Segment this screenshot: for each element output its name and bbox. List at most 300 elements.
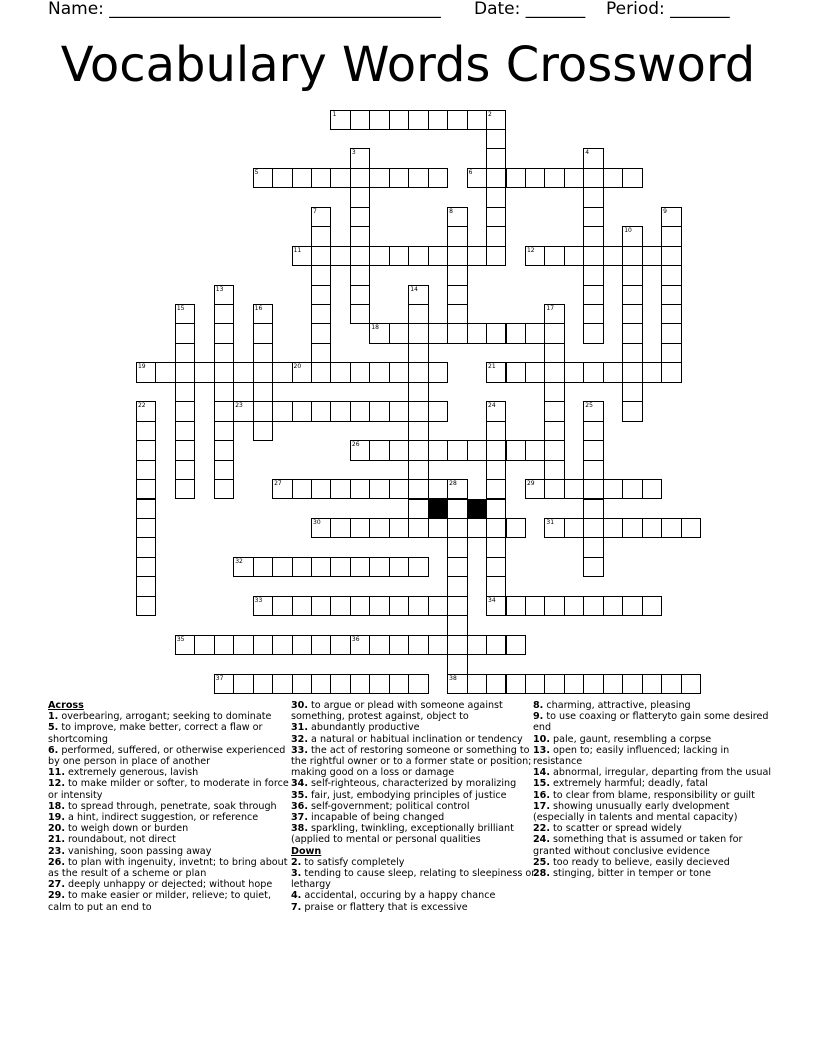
crossword-cell[interactable] bbox=[583, 187, 603, 207]
crossword-cell[interactable] bbox=[389, 401, 409, 421]
crossword-cell[interactable] bbox=[369, 440, 389, 460]
crossword-cell[interactable] bbox=[681, 674, 701, 694]
crossword-cell[interactable] bbox=[253, 323, 273, 343]
crossword-cell[interactable] bbox=[447, 285, 467, 305]
crossword-cell[interactable] bbox=[389, 246, 409, 266]
crossword-cell[interactable] bbox=[428, 323, 448, 343]
crossword-cell[interactable] bbox=[389, 518, 409, 538]
crossword-cell[interactable] bbox=[544, 343, 564, 363]
crossword-cell[interactable] bbox=[408, 635, 428, 655]
crossword-cell[interactable] bbox=[486, 168, 506, 188]
crossword-cell[interactable] bbox=[428, 110, 448, 130]
crossword-cell[interactable] bbox=[253, 382, 273, 402]
crossword-cell[interactable] bbox=[583, 285, 603, 305]
crossword-cell[interactable] bbox=[350, 674, 370, 694]
crossword-cell[interactable] bbox=[564, 168, 584, 188]
crossword-cell[interactable] bbox=[583, 148, 603, 168]
crossword-cell[interactable] bbox=[350, 246, 370, 266]
crossword-cell[interactable] bbox=[272, 168, 292, 188]
crossword-cell[interactable] bbox=[506, 323, 526, 343]
crossword-cell[interactable] bbox=[369, 168, 389, 188]
crossword-cell[interactable] bbox=[486, 537, 506, 557]
crossword-cell[interactable] bbox=[408, 362, 428, 382]
crossword-cell[interactable] bbox=[175, 304, 195, 324]
crossword-cell[interactable] bbox=[330, 362, 350, 382]
crossword-cell[interactable] bbox=[447, 207, 467, 227]
crossword-cell[interactable] bbox=[136, 362, 156, 382]
crossword-cell[interactable] bbox=[214, 323, 234, 343]
crossword-cell[interactable] bbox=[447, 576, 467, 596]
crossword-cell[interactable] bbox=[408, 285, 428, 305]
crossword-cell[interactable] bbox=[369, 110, 389, 130]
crossword-cell[interactable] bbox=[486, 207, 506, 227]
crossword-cell[interactable] bbox=[136, 518, 156, 538]
crossword-cell[interactable] bbox=[583, 421, 603, 441]
crossword-cell[interactable] bbox=[622, 323, 642, 343]
crossword-cell[interactable] bbox=[525, 362, 545, 382]
crossword-cell[interactable] bbox=[525, 596, 545, 616]
crossword-cell[interactable] bbox=[408, 460, 428, 480]
crossword-cell[interactable] bbox=[583, 304, 603, 324]
crossword-cell[interactable] bbox=[311, 635, 331, 655]
crossword-cell[interactable] bbox=[583, 265, 603, 285]
crossword-cell[interactable] bbox=[311, 304, 331, 324]
crossword-cell[interactable] bbox=[603, 168, 623, 188]
crossword-cell[interactable] bbox=[233, 362, 253, 382]
crossword-cell[interactable] bbox=[311, 362, 331, 382]
crossword-cell[interactable] bbox=[272, 479, 292, 499]
crossword-cell[interactable] bbox=[447, 440, 467, 460]
crossword-cell[interactable] bbox=[214, 421, 234, 441]
crossword-cell[interactable] bbox=[175, 421, 195, 441]
crossword-cell[interactable] bbox=[311, 168, 331, 188]
crossword-cell[interactable] bbox=[603, 674, 623, 694]
crossword-cell[interactable] bbox=[622, 518, 642, 538]
crossword-cell[interactable] bbox=[175, 323, 195, 343]
crossword-cell[interactable] bbox=[350, 168, 370, 188]
crossword-cell[interactable] bbox=[447, 557, 467, 577]
crossword-cell[interactable] bbox=[681, 518, 701, 538]
crossword-cell[interactable] bbox=[194, 362, 214, 382]
crossword-cell[interactable] bbox=[214, 440, 234, 460]
crossword-cell[interactable] bbox=[525, 440, 545, 460]
crossword-cell[interactable] bbox=[214, 479, 234, 499]
crossword-cell[interactable] bbox=[311, 401, 331, 421]
crossword-cell[interactable] bbox=[544, 421, 564, 441]
crossword-cell[interactable] bbox=[642, 518, 662, 538]
crossword-cell[interactable] bbox=[486, 323, 506, 343]
crossword-cell[interactable] bbox=[350, 226, 370, 246]
crossword-cell[interactable] bbox=[136, 460, 156, 480]
crossword-cell[interactable] bbox=[311, 343, 331, 363]
crossword-cell[interactable] bbox=[661, 304, 681, 324]
crossword-cell[interactable] bbox=[447, 479, 467, 499]
crossword-cell[interactable] bbox=[408, 421, 428, 441]
crossword-cell[interactable] bbox=[428, 246, 448, 266]
crossword-cell[interactable] bbox=[408, 304, 428, 324]
crossword-cell[interactable] bbox=[330, 110, 350, 130]
crossword-cell[interactable] bbox=[564, 518, 584, 538]
crossword-cell[interactable] bbox=[253, 596, 273, 616]
crossword-cell[interactable] bbox=[292, 596, 312, 616]
crossword-cell[interactable] bbox=[253, 304, 273, 324]
crossword-cell[interactable] bbox=[311, 674, 331, 694]
crossword-cell[interactable] bbox=[564, 479, 584, 499]
crossword-cell[interactable] bbox=[389, 479, 409, 499]
crossword-cell[interactable] bbox=[253, 343, 273, 363]
crossword-cell[interactable] bbox=[214, 382, 234, 402]
crossword-cell[interactable] bbox=[447, 596, 467, 616]
crossword-cell[interactable] bbox=[525, 323, 545, 343]
crossword-cell[interactable] bbox=[350, 479, 370, 499]
crossword-cell[interactable] bbox=[292, 557, 312, 577]
crossword-cell[interactable] bbox=[447, 674, 467, 694]
crossword-cell[interactable] bbox=[583, 518, 603, 538]
crossword-cell[interactable] bbox=[603, 362, 623, 382]
crossword-cell[interactable] bbox=[544, 460, 564, 480]
crossword-cell[interactable] bbox=[253, 421, 273, 441]
crossword-cell[interactable] bbox=[583, 362, 603, 382]
crossword-cell[interactable] bbox=[525, 479, 545, 499]
crossword-cell[interactable] bbox=[272, 674, 292, 694]
crossword-cell[interactable] bbox=[389, 110, 409, 130]
crossword-cell[interactable] bbox=[564, 674, 584, 694]
crossword-cell[interactable] bbox=[661, 226, 681, 246]
crossword-cell[interactable] bbox=[583, 596, 603, 616]
crossword-cell[interactable] bbox=[583, 460, 603, 480]
crossword-cell[interactable] bbox=[544, 362, 564, 382]
crossword-cell[interactable] bbox=[214, 285, 234, 305]
crossword-cell[interactable] bbox=[330, 557, 350, 577]
crossword-cell[interactable] bbox=[447, 265, 467, 285]
crossword-cell[interactable] bbox=[447, 304, 467, 324]
crossword-cell[interactable] bbox=[544, 304, 564, 324]
crossword-cell[interactable] bbox=[369, 674, 389, 694]
crossword-cell[interactable] bbox=[486, 479, 506, 499]
crossword-cell[interactable] bbox=[622, 596, 642, 616]
crossword-cell[interactable] bbox=[583, 499, 603, 519]
crossword-cell[interactable] bbox=[408, 499, 428, 519]
crossword-cell[interactable] bbox=[233, 557, 253, 577]
crossword-cell[interactable] bbox=[175, 343, 195, 363]
crossword-cell[interactable] bbox=[369, 557, 389, 577]
crossword-cell[interactable] bbox=[292, 401, 312, 421]
crossword-cell[interactable] bbox=[369, 401, 389, 421]
crossword-cell[interactable] bbox=[583, 323, 603, 343]
crossword-cell[interactable] bbox=[622, 343, 642, 363]
crossword-cell[interactable] bbox=[467, 440, 487, 460]
crossword-cell[interactable] bbox=[214, 674, 234, 694]
crossword-cell[interactable] bbox=[622, 285, 642, 305]
crossword-cell[interactable] bbox=[486, 440, 506, 460]
crossword-cell[interactable] bbox=[525, 246, 545, 266]
crossword-cell[interactable] bbox=[175, 479, 195, 499]
crossword-cell[interactable] bbox=[214, 304, 234, 324]
crossword-cell[interactable] bbox=[661, 674, 681, 694]
crossword-cell[interactable] bbox=[389, 168, 409, 188]
crossword-cell[interactable] bbox=[175, 635, 195, 655]
crossword-cell[interactable] bbox=[175, 362, 195, 382]
crossword-cell[interactable] bbox=[350, 596, 370, 616]
crossword-cell[interactable] bbox=[389, 596, 409, 616]
crossword-cell[interactable] bbox=[194, 635, 214, 655]
crossword-cell[interactable] bbox=[369, 323, 389, 343]
crossword-cell[interactable] bbox=[369, 596, 389, 616]
crossword-cell[interactable] bbox=[350, 518, 370, 538]
crossword-cell[interactable] bbox=[369, 635, 389, 655]
crossword-cell[interactable] bbox=[583, 226, 603, 246]
crossword-cell[interactable] bbox=[661, 207, 681, 227]
crossword-cell[interactable] bbox=[583, 401, 603, 421]
crossword-cell[interactable] bbox=[408, 479, 428, 499]
crossword-cell[interactable] bbox=[642, 596, 662, 616]
crossword-cell[interactable] bbox=[408, 518, 428, 538]
crossword-cell[interactable] bbox=[428, 168, 448, 188]
crossword-cell[interactable] bbox=[350, 187, 370, 207]
crossword-cell[interactable] bbox=[350, 557, 370, 577]
crossword-cell[interactable] bbox=[233, 674, 253, 694]
crossword-cell[interactable] bbox=[583, 674, 603, 694]
crossword-cell[interactable] bbox=[253, 635, 273, 655]
crossword-cell[interactable] bbox=[506, 440, 526, 460]
crossword-cell[interactable] bbox=[311, 246, 331, 266]
crossword-cell[interactable] bbox=[214, 635, 234, 655]
crossword-cell[interactable] bbox=[642, 479, 662, 499]
crossword-cell[interactable] bbox=[506, 674, 526, 694]
crossword-cell[interactable] bbox=[330, 674, 350, 694]
crossword-cell[interactable] bbox=[389, 440, 409, 460]
crossword-cell[interactable] bbox=[292, 246, 312, 266]
crossword-cell[interactable] bbox=[214, 362, 234, 382]
crossword-cell[interactable] bbox=[408, 674, 428, 694]
crossword-cell[interactable] bbox=[447, 499, 467, 519]
crossword-cell[interactable] bbox=[350, 440, 370, 460]
crossword-cell[interactable] bbox=[311, 323, 331, 343]
crossword-cell[interactable] bbox=[583, 246, 603, 266]
crossword-cell[interactable] bbox=[447, 537, 467, 557]
crossword-cell[interactable] bbox=[544, 168, 564, 188]
crossword-cell[interactable] bbox=[350, 635, 370, 655]
crossword-cell[interactable] bbox=[428, 479, 448, 499]
crossword-cell[interactable] bbox=[564, 362, 584, 382]
crossword-cell[interactable] bbox=[350, 285, 370, 305]
crossword-cell[interactable] bbox=[272, 362, 292, 382]
crossword-cell[interactable] bbox=[564, 596, 584, 616]
crossword-cell[interactable] bbox=[583, 207, 603, 227]
crossword-cell[interactable] bbox=[467, 635, 487, 655]
crossword-cell[interactable] bbox=[253, 557, 273, 577]
crossword-cell[interactable] bbox=[622, 362, 642, 382]
crossword-cell[interactable] bbox=[272, 401, 292, 421]
crossword-cell[interactable] bbox=[330, 518, 350, 538]
crossword-cell[interactable] bbox=[428, 518, 448, 538]
crossword-cell[interactable] bbox=[272, 596, 292, 616]
crossword-cell[interactable] bbox=[486, 421, 506, 441]
crossword-cell[interactable] bbox=[408, 557, 428, 577]
crossword-cell[interactable] bbox=[661, 343, 681, 363]
crossword-cell[interactable] bbox=[292, 362, 312, 382]
crossword-cell[interactable] bbox=[136, 499, 156, 519]
crossword-cell[interactable] bbox=[506, 518, 526, 538]
crossword-cell[interactable] bbox=[311, 285, 331, 305]
crossword-cell[interactable] bbox=[544, 401, 564, 421]
crossword-cell[interactable] bbox=[544, 382, 564, 402]
crossword-cell[interactable] bbox=[330, 596, 350, 616]
crossword-cell[interactable] bbox=[661, 246, 681, 266]
crossword-cell[interactable] bbox=[389, 362, 409, 382]
crossword-cell[interactable] bbox=[253, 674, 273, 694]
crossword-cell[interactable] bbox=[428, 596, 448, 616]
crossword-cell[interactable] bbox=[136, 557, 156, 577]
crossword-cell[interactable] bbox=[214, 460, 234, 480]
crossword-cell[interactable] bbox=[253, 168, 273, 188]
crossword-cell[interactable] bbox=[486, 518, 506, 538]
crossword-cell[interactable] bbox=[350, 401, 370, 421]
crossword-cell[interactable] bbox=[467, 168, 487, 188]
crossword-cell[interactable] bbox=[544, 674, 564, 694]
crossword-cell[interactable] bbox=[661, 362, 681, 382]
crossword-cell[interactable] bbox=[486, 129, 506, 149]
crossword-cell[interactable] bbox=[330, 635, 350, 655]
crossword-cell[interactable] bbox=[389, 323, 409, 343]
crossword-cell[interactable] bbox=[583, 440, 603, 460]
crossword-cell[interactable] bbox=[428, 440, 448, 460]
crossword-cell[interactable] bbox=[486, 362, 506, 382]
crossword-cell[interactable] bbox=[136, 479, 156, 499]
crossword-cell[interactable] bbox=[486, 499, 506, 519]
crossword-cell[interactable] bbox=[369, 246, 389, 266]
crossword-cell[interactable] bbox=[486, 635, 506, 655]
crossword-cell[interactable] bbox=[447, 615, 467, 635]
crossword-cell[interactable] bbox=[622, 168, 642, 188]
crossword-cell[interactable] bbox=[447, 654, 467, 674]
crossword-cell[interactable] bbox=[408, 246, 428, 266]
crossword-cell[interactable] bbox=[408, 440, 428, 460]
crossword-cell[interactable] bbox=[447, 110, 467, 130]
crossword-cell[interactable] bbox=[506, 596, 526, 616]
crossword-cell[interactable] bbox=[136, 421, 156, 441]
crossword-cell[interactable] bbox=[622, 304, 642, 324]
crossword-cell[interactable] bbox=[467, 674, 487, 694]
crossword-cell[interactable] bbox=[447, 518, 467, 538]
crossword-cell[interactable] bbox=[486, 246, 506, 266]
crossword-cell[interactable] bbox=[330, 246, 350, 266]
crossword-cell[interactable] bbox=[544, 246, 564, 266]
crossword-cell[interactable] bbox=[175, 460, 195, 480]
crossword-cell[interactable] bbox=[214, 343, 234, 363]
crossword-cell[interactable] bbox=[175, 382, 195, 402]
crossword-cell[interactable] bbox=[525, 168, 545, 188]
crossword-cell[interactable] bbox=[350, 304, 370, 324]
crossword-cell[interactable] bbox=[486, 674, 506, 694]
crossword-cell[interactable] bbox=[175, 440, 195, 460]
crossword-cell[interactable] bbox=[486, 401, 506, 421]
crossword-cell[interactable] bbox=[330, 168, 350, 188]
crossword-cell[interactable] bbox=[428, 362, 448, 382]
crossword-cell[interactable] bbox=[603, 596, 623, 616]
crossword-cell[interactable] bbox=[369, 518, 389, 538]
crossword-cell[interactable] bbox=[622, 246, 642, 266]
crossword-cell[interactable] bbox=[467, 323, 487, 343]
crossword-cell[interactable] bbox=[311, 596, 331, 616]
crossword-cell[interactable] bbox=[136, 537, 156, 557]
crossword-cell[interactable] bbox=[467, 246, 487, 266]
crossword-cell[interactable] bbox=[544, 518, 564, 538]
crossword-cell[interactable] bbox=[428, 635, 448, 655]
crossword-cell[interactable] bbox=[583, 557, 603, 577]
crossword-cell[interactable] bbox=[155, 362, 175, 382]
crossword-cell[interactable] bbox=[350, 362, 370, 382]
crossword-cell[interactable] bbox=[311, 518, 331, 538]
crossword-cell[interactable] bbox=[408, 323, 428, 343]
crossword-cell[interactable] bbox=[350, 148, 370, 168]
crossword-cell[interactable] bbox=[564, 246, 584, 266]
crossword-cell[interactable] bbox=[447, 226, 467, 246]
crossword-cell[interactable] bbox=[292, 635, 312, 655]
crossword-cell[interactable] bbox=[506, 635, 526, 655]
crossword-cell[interactable] bbox=[272, 557, 292, 577]
crossword-cell[interactable] bbox=[408, 110, 428, 130]
crossword-cell[interactable] bbox=[428, 401, 448, 421]
crossword-cell[interactable] bbox=[603, 518, 623, 538]
crossword-cell[interactable] bbox=[642, 246, 662, 266]
crossword-cell[interactable] bbox=[330, 401, 350, 421]
crossword-cell[interactable] bbox=[311, 265, 331, 285]
crossword-cell[interactable] bbox=[486, 187, 506, 207]
crossword-cell[interactable] bbox=[214, 401, 234, 421]
crossword-cell[interactable] bbox=[389, 557, 409, 577]
crossword-cell[interactable] bbox=[622, 674, 642, 694]
crossword-cell[interactable] bbox=[486, 596, 506, 616]
crossword-cell[interactable] bbox=[389, 674, 409, 694]
crossword-cell[interactable] bbox=[136, 401, 156, 421]
crossword-cell[interactable] bbox=[622, 401, 642, 421]
crossword-cell[interactable] bbox=[253, 362, 273, 382]
crossword-cell[interactable] bbox=[544, 323, 564, 343]
crossword-cell[interactable] bbox=[486, 110, 506, 130]
crossword-cell[interactable] bbox=[253, 401, 273, 421]
crossword-cell[interactable] bbox=[408, 343, 428, 363]
crossword-cell[interactable] bbox=[408, 596, 428, 616]
crossword-cell[interactable] bbox=[583, 537, 603, 557]
crossword-cell[interactable] bbox=[311, 479, 331, 499]
crossword-cell[interactable] bbox=[136, 440, 156, 460]
crossword-cell[interactable] bbox=[622, 479, 642, 499]
crossword-cell[interactable] bbox=[486, 557, 506, 577]
crossword-cell[interactable] bbox=[311, 226, 331, 246]
crossword-cell[interactable] bbox=[486, 226, 506, 246]
crossword-cell[interactable] bbox=[272, 635, 292, 655]
crossword-cell[interactable] bbox=[467, 110, 487, 130]
crossword-cell[interactable] bbox=[506, 168, 526, 188]
crossword-cell[interactable] bbox=[486, 460, 506, 480]
crossword-cell[interactable] bbox=[233, 401, 253, 421]
crossword-cell[interactable] bbox=[350, 110, 370, 130]
crossword-cell[interactable] bbox=[642, 674, 662, 694]
crossword-cell[interactable] bbox=[642, 362, 662, 382]
crossword-cell[interactable] bbox=[311, 207, 331, 227]
crossword-cell[interactable] bbox=[369, 362, 389, 382]
crossword-cell[interactable] bbox=[544, 596, 564, 616]
crossword-cell[interactable] bbox=[486, 148, 506, 168]
crossword-cell[interactable] bbox=[486, 576, 506, 596]
crossword-cell[interactable] bbox=[544, 440, 564, 460]
crossword-cell[interactable] bbox=[583, 479, 603, 499]
crossword-cell[interactable] bbox=[661, 265, 681, 285]
crossword-cell[interactable] bbox=[330, 479, 350, 499]
crossword-cell[interactable] bbox=[447, 635, 467, 655]
crossword-cell[interactable] bbox=[525, 674, 545, 694]
